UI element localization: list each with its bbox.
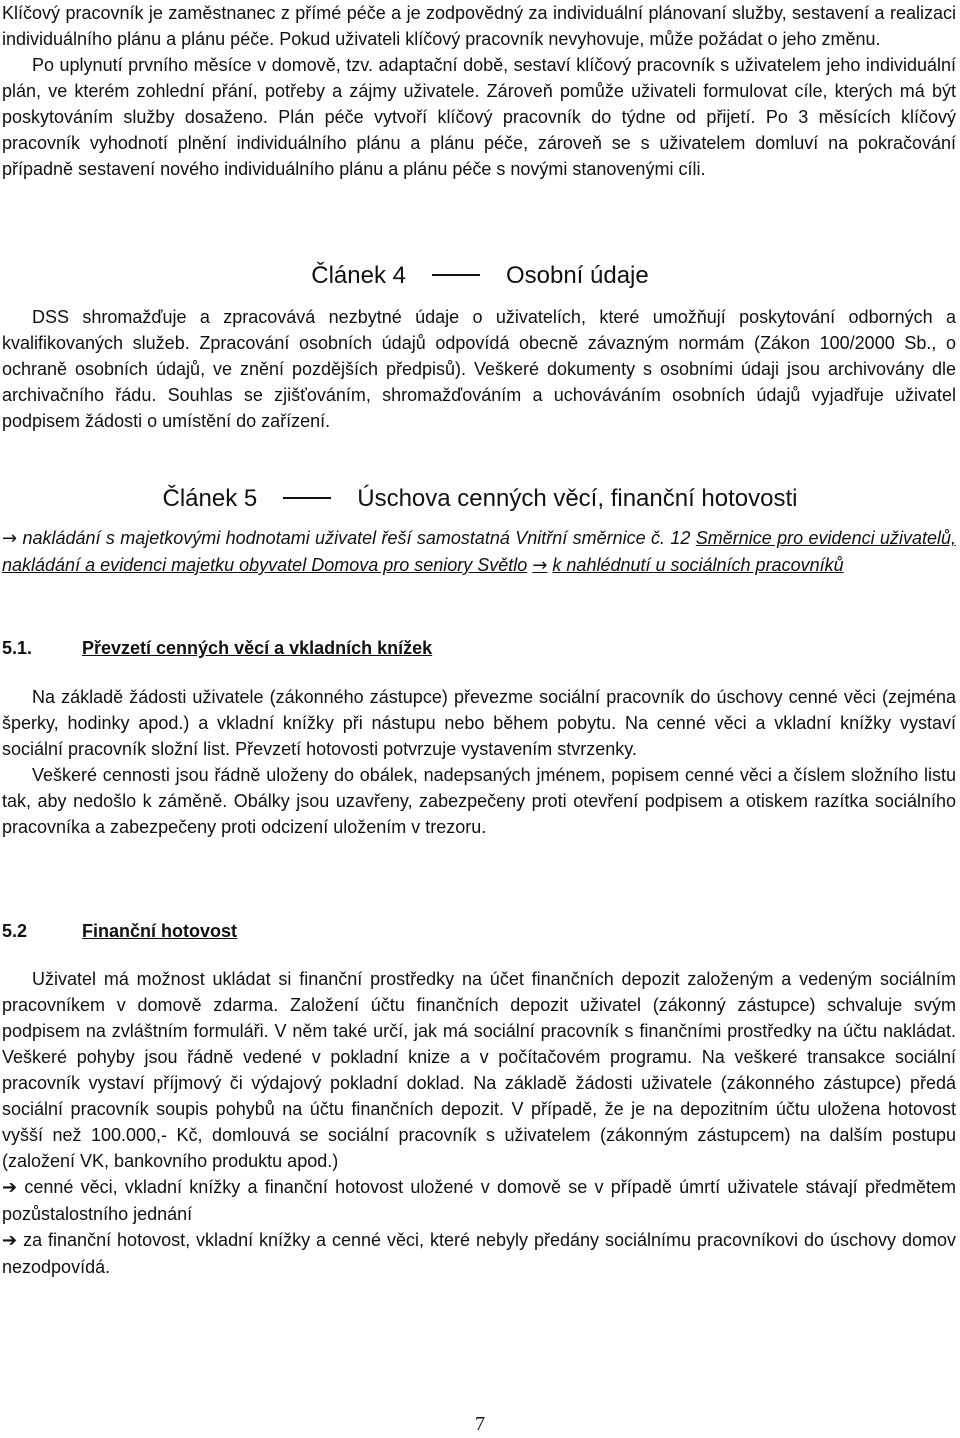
section-5-2-body	[2, 966, 956, 1280]
page-number: 7	[475, 1413, 485, 1435]
bold-arrow-icon: ➔	[2, 1177, 18, 1198]
heading-dash	[283, 497, 331, 499]
section-5-1-heading	[2, 635, 432, 661]
article-5-note	[2, 525, 956, 579]
directive-title-link[interactable]: Směrnice pro evidenci uživatelů, nakládání a evidenci majetku obyvatel Domova pro seniory Světlo	[2, 528, 956, 575]
section-5-1-paragraph-2: Veškeré cennosti jsou řádně uloženy do obálek, nadepsaných jménem, popisem cenné věci a číslem složního listu tak, aby nedošlo k záměně. Obálky jsou uzavřeny, zabezpečeny proti otevření podpisem a otiskem razítka sociálního pracovníka a zabezpečeny proti odcizení uložením v trezoru.	[2, 765, 956, 837]
intro-paragraph-2: Po uplynutí prvního měsíce v domově, tzv. adaptační době, sestaví klíčový pracovník s uživatelem jeho individuální plán, ve kterém zohlední přání, potřeby a zájmy uživatele. Zároveň pomůže uživateli formulovat cíle, kterých má být poskytováním služby dosaženo. Plán péče vytvoří klíčový pracovník do týdne od přijetí. Po 3 měsících klíčový pracovník vyhodnotí plnění individuálního plánu a plánu péče, zároveň se s uživatelem domluví na pokračování případně sestavení nového individuálního plánu a plánu péče s novými stanovenými cíli.	[2, 55, 956, 179]
section-number: 5.2	[2, 921, 28, 941]
section-title: Finanční hotovost	[82, 921, 237, 941]
intro-text	[2, 0, 956, 182]
section-5-1-paragraph-1: Na základě žádosti uživatele (zákonného zástupce) převezme sociální pracovník do úschovy cenné věci (zejména šperky, hodinky apod.) a vkladní knížky při nástupu nebo během pobytu. Na cenné věci a vkladní knížky vystaví sociální pracovník složní list. Převzetí hotovosti potvrzuje vystavením stvrzenky.	[2, 687, 956, 759]
arrow-right-icon: →	[2, 528, 18, 549]
heading-dash	[432, 274, 480, 276]
bullet-text: za finanční hotovost, vkladní knížky a cenné věci, které nebyly předány sociálnímu pracovníkovi do úschovy domov nezodpovídá.	[2, 1230, 956, 1277]
bold-arrow-icon: ➔	[2, 1230, 18, 1251]
article-4-label: Článek 4	[311, 262, 406, 289]
bullet-text: cenné věci, vkladní knížky a finanční hotovost uložené v domově se v případě úmrtí uživatele stávají předmětem pozůstalostního jednání	[2, 1177, 956, 1224]
intro-paragraph-1: Klíčový pracovník je zaměstnanec z přímé péče a je zodpovědný za individuální plánovaní služby, sestavení a realizaci individuálního plánu a plánu péče. Pokud uživateli klíčový pracovník nevyhovuje, může požádat o jeho změnu.	[2, 3, 956, 49]
article-5-note-paragraph	[2, 525, 956, 579]
article-5-title: Úschova cenných věcí, finanční hotovosti	[357, 485, 798, 512]
directive-availability: k nahlédnutí u sociálních pracovníků	[552, 555, 844, 575]
directive-note: nakládání s majetkovými hodnotami uživatel řeší samostatná Vnitřní směrnice č. 12	[22, 528, 691, 548]
article-4-paragraph: DSS shromažďuje a zpracovává nezbytné údaje o uživatelích, které umožňují poskytování odborných a kvalifikovaných služeb. Zpracování osobních údajů odpovídá obecně závazným normám (Zákon 100/2000 Sb., o ochraně osobních údajů, ve znění pozdějších předpisů). Veškeré dokumenty s osobními údaji jsou archivovány dle archivačního řádu. Souhlas se zjišťováním, shromažďováním a uchováváním osobních údajů vyjadřuje uživatel podpisem žádosti o umístění do zařízení.	[2, 307, 956, 431]
section-title: Převzetí cenných věcí a vkladních knížek	[82, 638, 433, 658]
article-4-body	[2, 304, 956, 434]
section-5-1-body	[2, 684, 956, 840]
section-5-2-heading	[2, 918, 237, 944]
article-5-label: Článek 5	[162, 485, 258, 512]
bullet-item	[2, 1174, 956, 1227]
arrow-right-icon: →	[532, 555, 548, 576]
section-number: 5.1.	[2, 638, 33, 658]
section-5-2-paragraph-1: Uživatel má možnost ukládat si finanční prostředky na účet finančních depozit založeným a vedeným sociálním pracovníkem v domově zdarma. Založení účtu finančních depozit uživatel (zákonný zástupce) schvaluje svým podpisem na zvláštním formuláři. V něm také určí, jak má sociální pracovník s finančními prostředky na účtu nakládat. Veškeré pohyby jsou řádně vedené v pokladní knize a v počítačovém programu. Na veškeré transakce sociální pracovník vystaví příjmový či výdajový pokladní doklad. Na základě žádosti uživatele (zákonného zástupce) předá sociální pracovník soupis pohybů na účtu finančních depozit. V případě, že je na depozitním účtu uložena hotovost vyšší než 100.000,- Kč, domlouvá se sociální pracovník s uživatelem (zákonným zástupcem) na dalším postupu (založení VK, bankovního produktu apod.)	[2, 969, 956, 1171]
article-5-heading	[0, 484, 960, 514]
article-4-heading	[0, 261, 960, 291]
article-4-title: Osobní údaje	[505, 262, 649, 289]
bullet-item	[2, 1227, 956, 1280]
